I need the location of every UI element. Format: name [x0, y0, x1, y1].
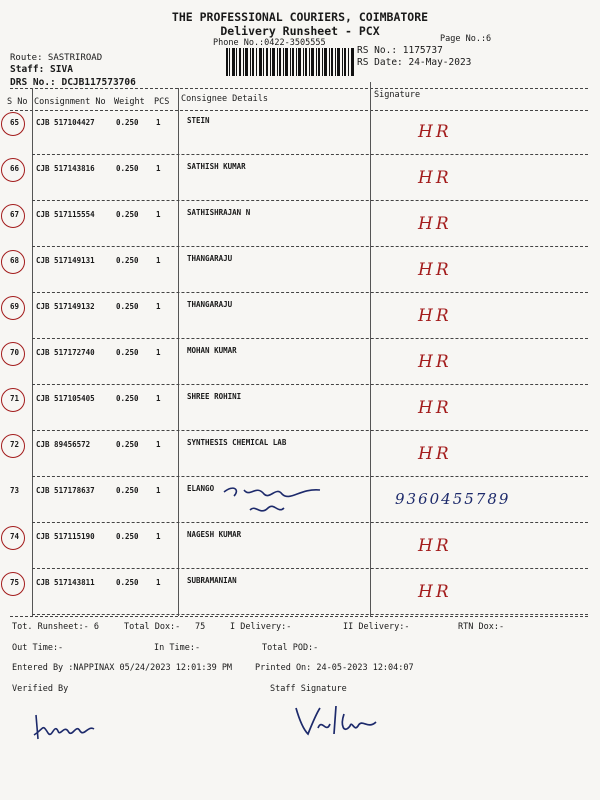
row-serial-number: 68: [10, 256, 20, 265]
serial-number-circle-mark: [1, 388, 25, 412]
row-consignee: ELANGO: [187, 484, 215, 493]
row-consignee: SYNTHESIS CHEMICAL LAB: [187, 438, 287, 447]
row-pcs: 1: [156, 256, 161, 265]
row-signature: HR: [418, 398, 452, 418]
column-divider: [178, 88, 179, 616]
row-signature: HR: [418, 306, 452, 326]
in-time-label: In Time:-: [154, 643, 201, 653]
table-header-rule: [10, 110, 588, 111]
column-header-signature: Signature: [374, 90, 421, 100]
row-weight: 0.250: [116, 394, 139, 403]
ii-delivery-label: II Delivery:-: [343, 622, 410, 632]
drs-number: DRS No.: DCJB117573706: [10, 77, 136, 88]
row-consignee: MOHAN KUMAR: [187, 346, 237, 355]
table-top-rule: [10, 88, 588, 89]
row-consignment-number: CJB 89456572: [36, 440, 91, 449]
row-consignment-number: CJB 517172740: [36, 348, 95, 357]
row-consignee: THANGARAJU: [187, 300, 233, 309]
row-consignee: SATHISH KUMAR: [187, 162, 246, 171]
serial-number-circle-mark: [1, 526, 25, 550]
rs-date: RS Date: 24-May-2023: [357, 57, 472, 68]
verifier-signature-scribble: [30, 705, 100, 745]
row-serial-number: 67: [10, 210, 20, 219]
row-weight: 0.250: [116, 348, 139, 357]
total-pod-label: Total POD:-: [262, 643, 319, 653]
row-pcs: 1: [156, 578, 161, 587]
row-signature: HR: [418, 582, 452, 602]
row-consignee: THANGARAJU: [187, 254, 233, 263]
row-consignment-number: CJB 517105405: [36, 394, 95, 403]
row-divider: [32, 614, 588, 615]
row-weight: 0.250: [116, 118, 139, 127]
staff-signature-label: Staff Signature: [270, 684, 347, 694]
total-dox-label: Total Dox:-: [124, 622, 181, 632]
serial-number-circle-mark: [1, 112, 25, 136]
row-signature: 9360455789: [395, 490, 511, 508]
row-weight: 0.250: [116, 164, 139, 173]
row-weight: 0.250: [116, 578, 139, 587]
row-consignee: NAGESH KUMAR: [187, 530, 242, 539]
column-header-weight: Weight: [114, 97, 145, 107]
row-serial-number: 70: [10, 348, 20, 357]
row-signature: HR: [418, 122, 452, 142]
serial-number-circle-mark: [1, 434, 25, 458]
row-pcs: 1: [156, 348, 161, 357]
column-divider: [32, 88, 33, 616]
row-consignment-number: CJB 517149132: [36, 302, 95, 311]
row-divider: [32, 338, 588, 339]
row-weight: 0.250: [116, 440, 139, 449]
row-pcs: 1: [156, 118, 161, 127]
row-weight: 0.250: [116, 302, 139, 311]
serial-number-circle-mark: [1, 158, 25, 182]
rs-number: RS No.: 1175737: [357, 45, 443, 56]
row-consignment-number: CJB 517143816: [36, 164, 95, 173]
column-header-consignee: Consignee Details: [181, 94, 268, 104]
row-consignment-number: CJB 517104427: [36, 118, 95, 127]
row-divider: [32, 246, 588, 247]
phone-number: Phone No.:0422-3505555: [213, 38, 326, 48]
row-consignment-number: CJB 517115554: [36, 210, 95, 219]
row-serial-number: 72: [10, 440, 20, 449]
column-header-sno: S No: [7, 97, 28, 107]
row-pcs: 1: [156, 440, 161, 449]
row-weight: 0.250: [116, 210, 139, 219]
row-serial-number: 66: [10, 164, 20, 173]
i-delivery-label: I Delivery:-: [230, 622, 292, 632]
row-divider: [32, 568, 588, 569]
rtn-dox-label: RTN Dox:-: [458, 622, 505, 632]
row-serial-number: 75: [10, 578, 20, 587]
column-header-consignment: Consignment No: [34, 97, 106, 107]
handwritten-scribble: [220, 480, 330, 520]
company-title: THE PROFESSIONAL COURIERS, COIMBATORE: [171, 10, 429, 24]
barcode-graphic: [226, 48, 354, 76]
row-signature: HR: [418, 444, 452, 464]
entered-by: Entered By :NAPPINAX 05/24/2023 12:01:39 PM: [12, 663, 233, 673]
row-weight: 0.250: [116, 256, 139, 265]
staff-signature-scribble: [290, 700, 385, 742]
serial-number-circle-mark: [1, 296, 25, 320]
total-runsheet: Tot. Runsheet:- 6: [12, 622, 99, 632]
row-pcs: 1: [156, 394, 161, 403]
row-consignee: SUBRAMANIAN: [187, 576, 237, 585]
route-label: Route: SASTRIROAD: [10, 53, 103, 63]
row-consignment-number: CJB 517178637: [36, 486, 95, 495]
row-serial-number: 73: [10, 486, 20, 495]
staff-label: Staff: SIVA: [10, 64, 73, 75]
row-divider: [32, 476, 588, 477]
row-signature: HR: [418, 214, 452, 234]
row-signature: HR: [418, 352, 452, 372]
row-weight: 0.250: [116, 486, 139, 495]
row-consignment-number: CJB 517115190: [36, 532, 95, 541]
row-divider: [32, 200, 588, 201]
row-consignment-number: CJB 517149131: [36, 256, 95, 265]
verified-by-label: Verified By: [12, 684, 69, 694]
row-divider: [32, 292, 588, 293]
row-consignment-number: CJB 517143811: [36, 578, 95, 587]
row-divider: [32, 522, 588, 523]
row-pcs: 1: [156, 302, 161, 311]
footer-top-rule: [10, 616, 588, 617]
row-divider: [32, 384, 588, 385]
out-time-label: Out Time:-: [12, 643, 64, 653]
page-number: Page No.:6: [440, 34, 492, 44]
serial-number-circle-mark: [1, 572, 25, 596]
total-dox-value: 75: [195, 622, 206, 632]
row-pcs: 1: [156, 532, 161, 541]
row-signature: HR: [418, 260, 452, 280]
row-pcs: 1: [156, 164, 161, 173]
row-pcs: 1: [156, 210, 161, 219]
row-weight: 0.250: [116, 532, 139, 541]
row-divider: [32, 154, 588, 155]
row-consignee: SATHISHRAJAN N: [187, 208, 251, 217]
row-consignee: SHREE ROHINI: [187, 392, 242, 401]
row-serial-number: 71: [10, 394, 20, 403]
row-serial-number: 69: [10, 302, 20, 311]
column-header-pcs: PCS: [154, 97, 170, 107]
column-divider: [370, 82, 371, 616]
printed-on: Printed On: 24-05-2023 12:04:07: [255, 663, 414, 673]
row-signature: HR: [418, 168, 452, 188]
row-pcs: 1: [156, 486, 161, 495]
runsheet-title: Delivery Runsheet - PCX: [220, 24, 380, 38]
row-divider: [32, 430, 588, 431]
row-consignee: STEIN: [187, 116, 210, 125]
serial-number-circle-mark: [1, 204, 25, 228]
serial-number-circle-mark: [1, 250, 25, 274]
serial-number-circle-mark: [1, 342, 25, 366]
row-serial-number: 74: [10, 532, 20, 541]
row-serial-number: 65: [10, 118, 20, 127]
row-signature: HR: [418, 536, 452, 556]
